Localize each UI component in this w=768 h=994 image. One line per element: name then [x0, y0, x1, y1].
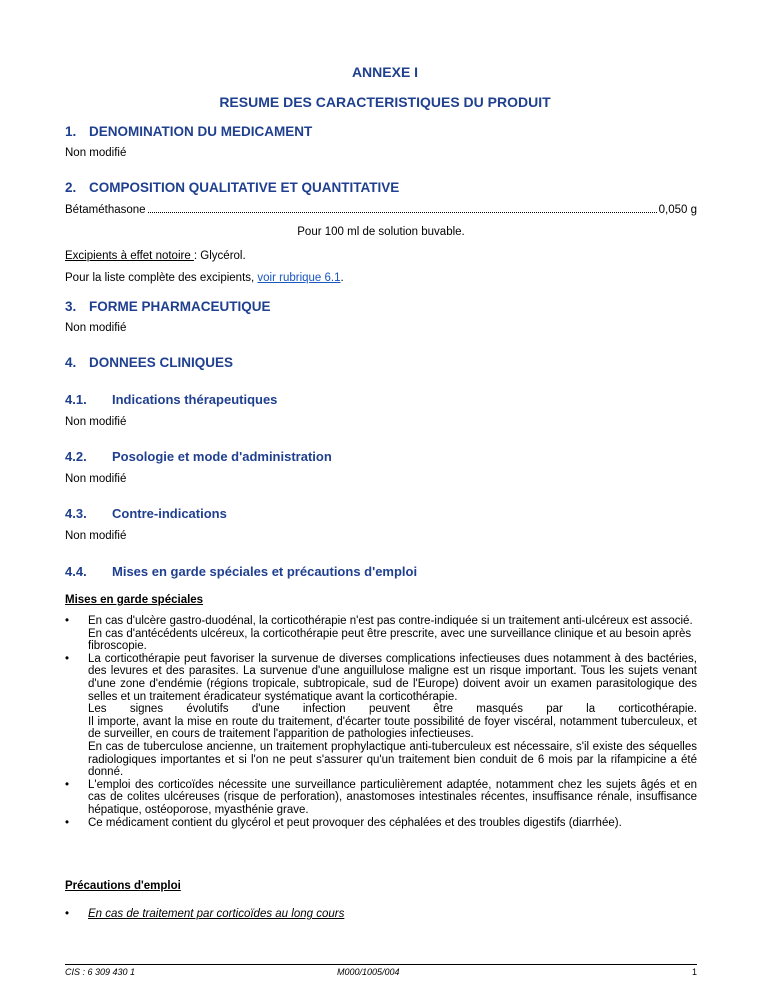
paragraph: Ce médicament contient du glycérol et peut provoquer des céphalées et des troubles digestifs (diarrhée).: [88, 816, 622, 829]
paragraph: En cas d'ulcère gastro-duodénal, la corticothérapie n'est pas contre-indiquée si un traitement anti-ulcéreux est associé.: [88, 615, 693, 627]
list-item: [65, 817, 697, 830]
footer-divider: [65, 964, 697, 965]
page-number: 1: [692, 967, 698, 977]
section-title: Posologie et mode d'administration: [112, 449, 332, 464]
composition-per: Pour 100 ml de solution buvable.: [297, 226, 465, 238]
precautions-list: [65, 908, 697, 921]
section-number: 4.4.: [65, 564, 87, 579]
list-item: [65, 615, 697, 653]
rubrique-6-1-link[interactable]: voir rubrique 6.1: [257, 272, 341, 284]
section-4-2-heading: [65, 449, 332, 464]
section-3-text: Non modifié: [65, 322, 127, 334]
dot-leader: [148, 211, 657, 213]
warnings-heading: Mises en garde spéciales: [65, 594, 204, 606]
bullet-icon: •: [65, 652, 70, 665]
section-4-3-text: Non modifié: [65, 530, 127, 542]
section-number: 4.: [65, 355, 77, 370]
bullet-icon: •: [65, 908, 70, 920]
section-number: 2.: [65, 180, 77, 195]
section-number: 1.: [65, 124, 77, 139]
section-4-1-heading: [65, 392, 277, 407]
paragraph: En cas de traitement par corticoïdes au long cours: [88, 908, 345, 920]
paragraph: Les signes évolutifs d'une infection peuvent être masqués par la corticothérapie.: [88, 703, 697, 716]
excipients-list-line: [65, 272, 344, 285]
section-1-text: Non modifié: [65, 147, 127, 159]
section-3-heading: [65, 299, 271, 314]
section-4-heading: [65, 355, 233, 370]
paragraph: Il importe, avant la mise en route du traitement, d'écarter toute possibilité de foyer viscéral, notamment tuberculeux, et de surveiller, en cours de traitement l'apparition de pathologies infectieuses.: [88, 715, 697, 741]
bullet-icon: •: [65, 615, 70, 627]
excipients-list-text: Pour la liste complète des excipients,: [65, 272, 258, 284]
excipients-label: Excipients à effet notoire: [65, 250, 194, 262]
section-4-1-text: Non modifié: [65, 416, 127, 428]
composition-line: [65, 204, 697, 216]
section-title: FORME PHARMACEUTIQUE: [89, 299, 271, 314]
section-title: DONNEES CLINIQUES: [89, 355, 234, 370]
section-1-heading: [65, 124, 312, 139]
section-title: Contre-indications: [112, 506, 227, 521]
warnings-list: [65, 615, 697, 829]
section-4-3-heading: [65, 506, 227, 521]
ingredient-name: Bétaméthasone: [65, 204, 146, 216]
list-item: [65, 653, 697, 779]
list-item: [65, 908, 697, 921]
section-number: 4.2.: [65, 449, 87, 464]
paragraph: En cas de tuberculose ancienne, un traitement prophylactique anti-tuberculeux est nécessaire, s'il existe des séquelles radiologiques importantes et si l'on ne peut s'assurer qu'un traitement bien conduit de 6 mois par la rifampicine a été donné.: [88, 740, 697, 779]
list-item: [65, 779, 697, 817]
main-title: RESUME DES CARACTERISTIQUES DU PRODUIT: [219, 94, 551, 110]
paragraph: L'emploi des corticoïdes nécessite une surveillance particulièrement adaptée, notamment chez les sujets âgés et en cas de colites ulcéreuses (risque de perforation), anastomoses intestinales récentes, insuffisance rénale, insuffisance hépatique, ostéoporose, myasthénie grave.: [88, 778, 697, 816]
section-number: 4.3.: [65, 506, 87, 521]
section-title: Mises en garde spéciales et précautions d'emploi: [112, 564, 418, 579]
precautions-heading: Précautions d'emploi: [65, 880, 181, 892]
section-4-4-heading: [65, 564, 417, 579]
footer-cis: CIS : 6 309 430 1: [65, 967, 136, 977]
bullet-icon: •: [65, 778, 70, 791]
section-4-2-text: Non modifié: [65, 473, 127, 485]
bullet-icon: •: [65, 816, 70, 829]
excipients-line: [65, 250, 246, 263]
section-number: 3.: [65, 299, 77, 314]
section-title: Indications thérapeutiques: [112, 392, 278, 407]
section-number: 4.1.: [65, 392, 87, 407]
section-2-heading: [65, 180, 399, 195]
paragraph: En cas d'antécédents ulcéreux, la corticothérapie peut être prescrite, avec une surveillance clinique et au besoin après fibroscopie.: [88, 627, 692, 653]
excipients-value: : Glycérol.: [193, 250, 246, 262]
annex-title: ANNEXE I: [351, 64, 419, 80]
paragraph: La corticothérapie peut favoriser la survenue de diverses complications infectieuses dues notamment à des bactéries, des levures et des parasites. La survenue d'une anguillulose maligne est un risque important. Tous les sujets venant d'une zone d'endémie (régions tropicale, subtropicale, sud de l'Europe) doivent avoir un examen parasitologique des selles et un traitement éradicateur systématique avant la corticothérapie.: [88, 652, 697, 703]
footer-reference: M000/1005/004: [337, 967, 400, 977]
punctuation: .: [340, 272, 344, 284]
section-title: COMPOSITION QUALITATIVE ET QUANTITATIVE: [89, 180, 400, 195]
ingredient-amount: 0,050 g: [658, 204, 697, 216]
section-title: DENOMINATION DU MEDICAMENT: [89, 124, 313, 139]
